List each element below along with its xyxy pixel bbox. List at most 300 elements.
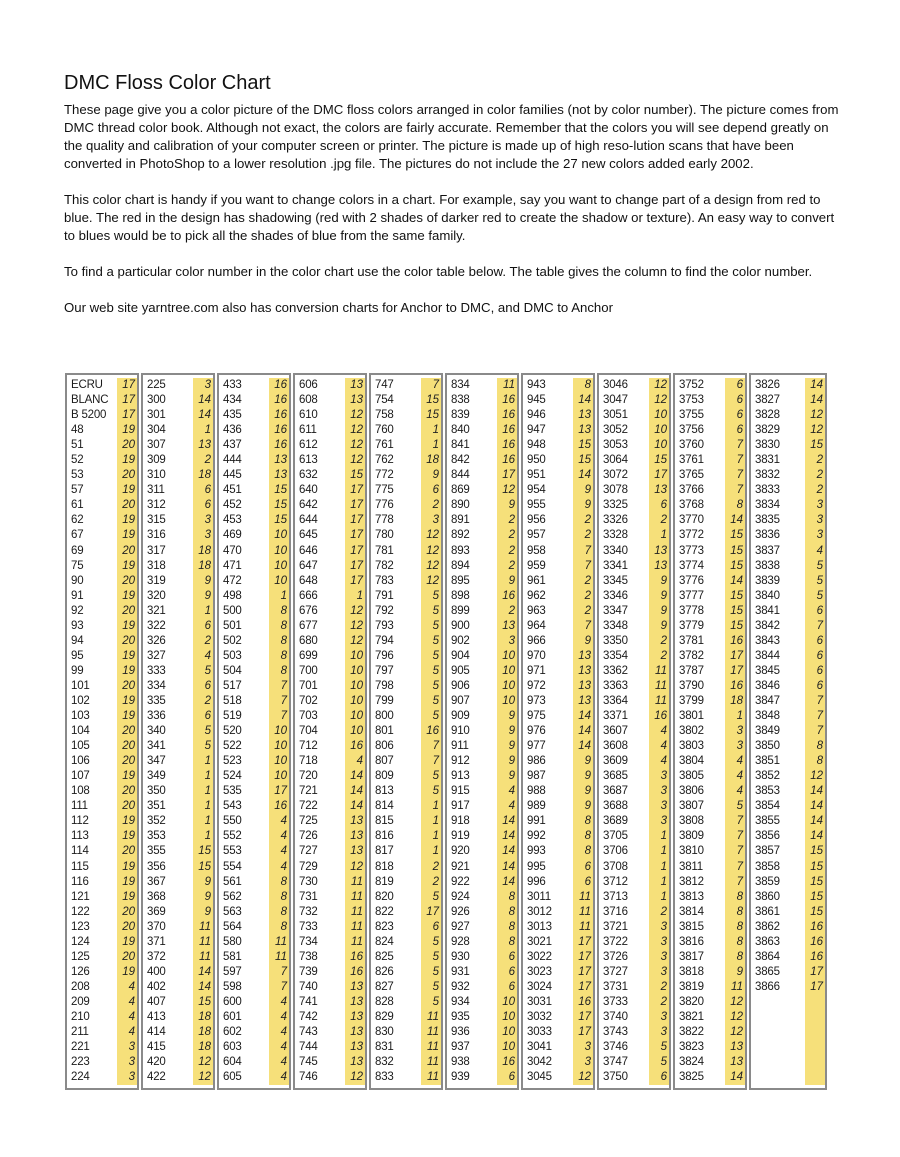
table-row (523, 453, 593, 468)
table-row (371, 754, 441, 769)
color-number: 778 (375, 514, 394, 527)
table-row (219, 694, 289, 709)
table-row (219, 408, 289, 423)
family-column-number: 2 (649, 995, 669, 1010)
family-column-number: 10 (269, 528, 289, 543)
color-number: 3860 (755, 890, 780, 903)
color-number: 754 (375, 394, 394, 407)
table-row (675, 438, 745, 453)
family-column-number: 16 (421, 724, 441, 739)
table-row (751, 754, 825, 769)
table-row (219, 890, 289, 905)
table-row (523, 438, 593, 453)
color-number: 746 (299, 1071, 318, 1084)
family-column-number: 3 (117, 1070, 137, 1085)
color-number: 335 (147, 694, 166, 707)
table-row (67, 649, 137, 664)
table-row (295, 935, 365, 950)
color-number: 581 (223, 950, 242, 963)
table-row (371, 694, 441, 709)
family-column-number: 11 (421, 1055, 441, 1070)
color-number-table (65, 373, 827, 1090)
color-number: 926 (451, 905, 470, 918)
color-number: 976 (527, 725, 546, 738)
color-number: 341 (147, 740, 166, 753)
color-number: 702 (299, 694, 318, 707)
family-column-number: 11 (421, 1010, 441, 1025)
color-number: 3608 (603, 740, 628, 753)
family-column-number: 2 (573, 604, 593, 619)
color-number: 823 (375, 920, 394, 933)
family-column-number: 19 (117, 513, 137, 528)
color-number: 912 (451, 755, 470, 768)
color-number: 911 (451, 740, 469, 753)
family-column-number: 6 (649, 498, 669, 513)
family-column-number: 7 (725, 875, 745, 890)
color-number: 437 (223, 439, 242, 452)
table-row (447, 634, 517, 649)
color-number: 721 (299, 785, 318, 798)
color-number: 111 (71, 800, 88, 813)
family-column-number: 6 (725, 378, 745, 393)
family-column-number: 14 (193, 980, 213, 995)
family-column-number: 16 (805, 920, 825, 935)
table-row (371, 875, 441, 890)
color-number: 3806 (679, 785, 704, 798)
family-column-number: 11 (193, 920, 213, 935)
family-column-number: 12 (649, 393, 669, 408)
table-row (143, 438, 213, 453)
color-number: 809 (375, 770, 394, 783)
table-row (371, 649, 441, 664)
color-number: 841 (451, 439, 470, 452)
family-column-number: 9 (497, 754, 517, 769)
color-number: 3855 (755, 815, 780, 828)
family-column-number: 10 (269, 724, 289, 739)
family-column-number: 5 (421, 980, 441, 995)
table-row (675, 528, 745, 543)
family-column-number: 11 (573, 890, 593, 905)
color-number: 832 (375, 1056, 394, 1069)
table-row (295, 890, 365, 905)
color-number: 906 (451, 679, 470, 692)
family-column-number: 19 (117, 483, 137, 498)
family-column-number: 11 (269, 935, 289, 950)
table-row (67, 905, 137, 920)
table-row (371, 453, 441, 468)
color-number: 611 (299, 424, 317, 437)
table-row (67, 513, 137, 528)
family-column-number: 6 (497, 1070, 517, 1085)
family-column-number: 17 (649, 468, 669, 483)
color-number: 413 (147, 1010, 166, 1023)
table-row (143, 1055, 213, 1070)
table-row (523, 1040, 593, 1055)
color-number: 950 (527, 454, 546, 467)
family-column-number: 13 (345, 1040, 365, 1055)
color-number: 642 (299, 499, 318, 512)
table-row (447, 844, 517, 859)
table-row (219, 559, 289, 574)
family-column-number: 9 (421, 468, 441, 483)
color-number: 3822 (679, 1026, 704, 1039)
family-column-number: 4 (117, 1025, 137, 1040)
family-column-number: 19 (117, 423, 137, 438)
table-row (295, 634, 365, 649)
color-number: 935 (451, 1010, 470, 1023)
table-row (295, 1055, 365, 1070)
table-row (751, 784, 825, 799)
color-number: 905 (451, 664, 470, 677)
color-number: 333 (147, 664, 166, 677)
color-number: 108 (71, 785, 90, 798)
table-row (295, 453, 365, 468)
family-column-number: 17 (573, 935, 593, 950)
family-column-number: 18 (193, 468, 213, 483)
family-column-number: 4 (497, 799, 517, 814)
family-column-number: 17 (345, 498, 365, 513)
family-column-number: 2 (649, 513, 669, 528)
color-number: 3012 (527, 905, 552, 918)
color-number: 3840 (755, 589, 780, 602)
color-number: 90 (71, 574, 84, 587)
table-row (143, 950, 213, 965)
color-number: 503 (223, 649, 242, 662)
table-row (219, 799, 289, 814)
table-row (675, 724, 745, 739)
family-column-number: 9 (573, 483, 593, 498)
family-column-number: 1 (649, 890, 669, 905)
family-column-number: 13 (269, 453, 289, 468)
color-number: 519 (223, 710, 242, 723)
table-row (295, 814, 365, 829)
color-number: 3844 (755, 649, 780, 662)
table-row (295, 408, 365, 423)
family-column-number: 17 (345, 559, 365, 574)
family-column-number: 12 (345, 423, 365, 438)
table-row (675, 559, 745, 574)
family-column-number: 16 (497, 453, 517, 468)
family-column-number: 9 (497, 739, 517, 754)
family-column-number: 2 (421, 860, 441, 875)
family-column-number: 14 (345, 784, 365, 799)
color-number: 703 (299, 710, 318, 723)
family-column-number: 18 (421, 453, 441, 468)
family-column-number: 9 (573, 799, 593, 814)
color-number: 3772 (679, 529, 704, 542)
color-number: 3819 (679, 980, 704, 993)
family-column-number: 15 (269, 483, 289, 498)
color-number: 3045 (527, 1071, 552, 1084)
color-number: 927 (451, 920, 470, 933)
color-number: 699 (299, 649, 318, 662)
color-number: 632 (299, 469, 318, 482)
family-column-number: 13 (573, 694, 593, 709)
table-row (599, 814, 669, 829)
table-row (751, 905, 825, 920)
family-column-number: 19 (117, 528, 137, 543)
color-number: 3832 (755, 469, 780, 482)
family-column-number: 5 (421, 965, 441, 980)
table-row (599, 619, 669, 634)
table-row (371, 589, 441, 604)
table-row (751, 649, 825, 664)
family-column-number: 8 (269, 890, 289, 905)
family-column-number: 4 (725, 754, 745, 769)
family-column-number: 20 (117, 739, 137, 754)
table-row (371, 1025, 441, 1040)
table-row (447, 799, 517, 814)
family-column-number: 1 (649, 844, 669, 859)
table-row (599, 438, 669, 453)
family-column-number: 17 (345, 483, 365, 498)
color-number: 3733 (603, 995, 628, 1008)
color-number: 3609 (603, 755, 628, 768)
table-row (143, 890, 213, 905)
table-row (751, 890, 825, 905)
color-number: 3347 (603, 604, 628, 617)
family-column-number: 15 (269, 498, 289, 513)
color-number: 3781 (679, 634, 704, 647)
table-row (751, 1010, 825, 1025)
family-column-number: 16 (497, 393, 517, 408)
color-number: 208 (71, 980, 90, 993)
family-column-number: 5 (421, 890, 441, 905)
color-number: 3051 (603, 409, 628, 422)
color-number: 543 (223, 800, 242, 813)
family-column-number: 2 (497, 544, 517, 559)
family-column-number: 15 (725, 528, 745, 543)
table-row (143, 378, 213, 393)
color-number: 304 (147, 424, 166, 437)
family-column-number: 5 (421, 604, 441, 619)
color-number: 3845 (755, 664, 780, 677)
table-row (523, 995, 593, 1010)
color-number: 3705 (603, 830, 628, 843)
table-row (219, 528, 289, 543)
family-column-number: 2 (649, 905, 669, 920)
table-row (295, 378, 365, 393)
family-column-number: 12 (345, 438, 365, 453)
color-number: 920 (451, 845, 470, 858)
family-column-number: 12 (193, 1055, 213, 1070)
color-number: 123 (71, 920, 90, 933)
color-number: 971 (527, 664, 546, 677)
table-column (521, 373, 595, 1090)
table-row (599, 784, 669, 799)
document-body (64, 72, 844, 335)
color-number: 3607 (603, 725, 628, 738)
color-number: 3790 (679, 679, 704, 692)
family-column-number: 15 (421, 408, 441, 423)
color-number: 964 (527, 619, 546, 632)
family-column-number: 2 (421, 875, 441, 890)
family-column-number: 17 (345, 574, 365, 589)
table-row (295, 498, 365, 513)
table-row (599, 634, 669, 649)
color-number: 807 (375, 755, 394, 768)
color-number: 3808 (679, 815, 704, 828)
color-number: 966 (527, 634, 546, 647)
color-number: 610 (299, 409, 318, 422)
family-column-number: 8 (269, 875, 289, 890)
family-column-number: 3 (117, 1055, 137, 1070)
color-number: 102 (71, 694, 90, 707)
color-number: 992 (527, 830, 546, 843)
family-column-number: 8 (497, 920, 517, 935)
color-number: 3341 (603, 559, 628, 572)
color-number: 347 (147, 755, 166, 768)
color-number: 917 (451, 800, 470, 813)
table-row (599, 754, 669, 769)
family-column-number: 12 (725, 1010, 745, 1025)
color-number: 989 (527, 800, 546, 813)
color-number: 3021 (527, 935, 552, 948)
table-row (67, 1055, 137, 1070)
table-row (371, 995, 441, 1010)
table-row (751, 709, 825, 724)
color-number: 369 (147, 905, 166, 918)
family-column-number: 16 (269, 378, 289, 393)
table-row (599, 935, 669, 950)
color-number: 103 (71, 710, 90, 723)
table-row (751, 950, 825, 965)
color-number: 3856 (755, 830, 780, 843)
family-column-number: 14 (573, 468, 593, 483)
table-row (371, 664, 441, 679)
table-row (295, 995, 365, 1010)
table-row (295, 528, 365, 543)
table-row (295, 844, 365, 859)
color-number: 3716 (603, 905, 628, 918)
color-number: 3805 (679, 770, 704, 783)
table-row (219, 453, 289, 468)
color-number: 3727 (603, 965, 628, 978)
color-number: 762 (375, 454, 394, 467)
table-row (67, 619, 137, 634)
family-column-number: 8 (269, 920, 289, 935)
family-column-number: 17 (269, 784, 289, 799)
table-row (67, 950, 137, 965)
color-number: 816 (375, 830, 394, 843)
family-column-number: 2 (573, 528, 593, 543)
table-row (599, 724, 669, 739)
table-row (599, 589, 669, 604)
family-column-number: 19 (117, 875, 137, 890)
color-number: 640 (299, 484, 318, 497)
table-row (295, 513, 365, 528)
color-number: 943 (527, 379, 546, 391)
color-number: 372 (147, 950, 166, 963)
table-row (751, 438, 825, 453)
family-column-number: 19 (117, 694, 137, 709)
color-number: 104 (71, 725, 90, 738)
family-column-number: 13 (573, 649, 593, 664)
color-number: 3363 (603, 679, 628, 692)
table-row (371, 935, 441, 950)
family-column-number: 9 (649, 574, 669, 589)
table-row (675, 1025, 745, 1040)
table-row (523, 483, 593, 498)
table-row (371, 1070, 441, 1085)
table-row (523, 649, 593, 664)
table-row (447, 980, 517, 995)
family-column-number: 7 (725, 829, 745, 844)
family-column-number: 20 (117, 544, 137, 559)
table-row (67, 559, 137, 574)
color-number: 3828 (755, 409, 780, 422)
family-column-number: 1 (649, 860, 669, 875)
table-row (295, 664, 365, 679)
table-row (295, 739, 365, 754)
family-column-number: 15 (805, 844, 825, 859)
family-column-number: 13 (345, 1010, 365, 1025)
table-row (295, 769, 365, 784)
table-row (599, 528, 669, 543)
color-number: 729 (299, 860, 318, 873)
color-number: 301 (147, 409, 166, 422)
family-column-number: 5 (193, 739, 213, 754)
family-column-number: 11 (649, 664, 669, 679)
family-column-number: 15 (805, 860, 825, 875)
family-column-number: 2 (649, 649, 669, 664)
family-column-number: 16 (805, 935, 825, 950)
color-number: 3802 (679, 725, 704, 738)
table-row (371, 980, 441, 995)
family-column-number: 15 (193, 844, 213, 859)
color-number: 646 (299, 544, 318, 557)
color-number: 939 (451, 1071, 470, 1084)
family-column-number: 10 (497, 649, 517, 664)
family-column-number: 10 (345, 679, 365, 694)
color-number: 3858 (755, 860, 780, 873)
table-row (447, 754, 517, 769)
table-row (67, 709, 137, 724)
color-number: 125 (71, 950, 90, 963)
table-row (523, 784, 593, 799)
color-number: 820 (375, 890, 394, 903)
table-row (675, 393, 745, 408)
table-row (295, 604, 365, 619)
family-column-number: 13 (345, 995, 365, 1010)
color-number: 3816 (679, 935, 704, 948)
color-number: 3348 (603, 619, 628, 632)
color-number: 116 (71, 875, 89, 888)
color-number: 315 (147, 514, 166, 527)
family-column-number: 2 (497, 604, 517, 619)
table-row (143, 829, 213, 844)
family-column-number: 14 (345, 799, 365, 814)
family-column-number: 13 (649, 483, 669, 498)
table-row (599, 408, 669, 423)
color-number: 3823 (679, 1041, 704, 1054)
color-number: 3835 (755, 514, 780, 527)
family-column-number: 3 (573, 1055, 593, 1070)
family-column-number: 15 (725, 544, 745, 559)
family-column-number: 10 (497, 664, 517, 679)
family-column-number: 3 (649, 935, 669, 950)
color-number: 113 (71, 830, 89, 843)
family-column-number: 8 (269, 604, 289, 619)
family-column-number: 6 (805, 604, 825, 619)
table-row (371, 559, 441, 574)
family-column-number: 8 (497, 905, 517, 920)
table-row (751, 980, 825, 995)
family-column-number: 5 (421, 769, 441, 784)
table-row (523, 589, 593, 604)
table-row (523, 423, 593, 438)
family-column-number: 7 (269, 965, 289, 980)
